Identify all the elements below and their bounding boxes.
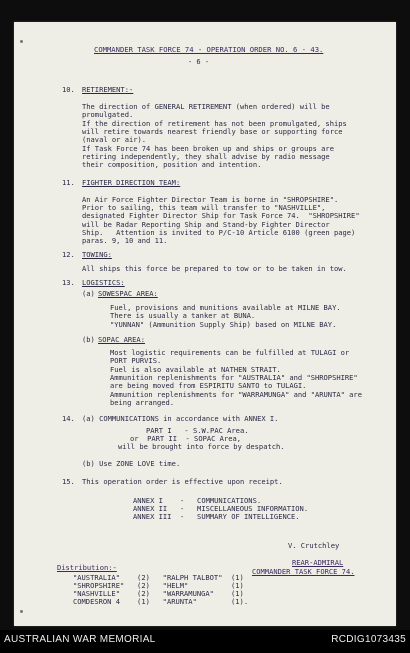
- archive-record-id: RCDIG1073435: [331, 634, 406, 645]
- subsection-13a-title: SOWESPAC AREA:: [98, 289, 158, 298]
- section-13-title: LOGISTICS:: [82, 278, 125, 287]
- annex-line: ANNEX II - MISCELLANEOUS INFORMATION.: [133, 504, 309, 513]
- subsection-13b-line: Fuel is also available at NATHEN STRAIT.: [110, 365, 281, 374]
- punch-hole-mark: [20, 610, 23, 613]
- section-14-part: PART I - S.W.PAC Area.: [146, 426, 249, 435]
- subsection-13a-line: There is usually a tanker at BUNA.: [110, 311, 256, 320]
- distribution-row: "NASHVILLE" (2) "WARRAMUNGA" (1): [73, 589, 244, 598]
- subsection-13b-line: being arranged.: [110, 398, 175, 407]
- section-11-line: Prior to sailing, this team will transfer to "NASHVILLE",: [82, 203, 326, 212]
- section-10-line: If Task Force 74 has been broken up and ships or groups are: [82, 144, 334, 153]
- section-10-line: (naval or air).: [82, 135, 147, 144]
- subsection-13b-line: PORT PURVIS.: [110, 356, 162, 365]
- subsection-13b-line: Ammunition replenishments for "WARRAMUNGA" and "ARUNTA" are: [110, 390, 362, 399]
- section-10-title: RETIREMENT:-: [82, 85, 134, 94]
- distribution-row: "AUSTRALIA" (2) "RALPH TALBOT" (1): [73, 573, 244, 582]
- section-13-number: 13.: [62, 278, 75, 287]
- section-14a-line: (a) COMMUNICATIONS in accordance with ANNEX I.: [82, 414, 279, 423]
- section-15-line: This operation order is effective upon receipt.: [82, 477, 283, 486]
- signature-rank: REAR-ADMIRAL: [292, 558, 344, 567]
- section-12-line: All ships this force be prepared to tow or to be taken in tow.: [82, 264, 347, 273]
- subsection-13b-label: (b): [82, 335, 95, 344]
- distribution-title: Distribution:-: [57, 563, 117, 572]
- annex-line: ANNEX III - SUMMARY OF INTELLIGENCE.: [133, 512, 300, 521]
- section-10-line: will retire towards nearest friendly base or supporting force: [82, 127, 343, 136]
- section-12-number: 12.: [62, 250, 75, 259]
- punch-hole-mark: [20, 40, 23, 43]
- distribution-row: COMDESRON 4 (1) "ARUNTA" (1).: [73, 597, 249, 606]
- annex-line: ANNEX I - COMMUNICATIONS.: [133, 496, 262, 505]
- section-10-line: promulgated.: [82, 110, 134, 119]
- archive-name: AUSTRALIAN WAR MEMORIAL: [4, 634, 156, 645]
- section-10-line: retiring independently, they shall advise by radio message: [82, 152, 330, 161]
- section-14-part: will be brought into force by despatch.: [118, 442, 285, 451]
- signature-title: COMMANDER TASK FORCE 74.: [252, 567, 355, 576]
- section-14-part: or PART II - SOPAC Area,: [130, 434, 242, 443]
- archive-footer: [0, 630, 410, 653]
- section-12-title: TOWING:: [82, 250, 112, 259]
- subsection-13a-line: Fuel, provisions and munitions available at MILNE BAY.: [110, 303, 341, 312]
- subsection-13b-title: SOPAC AREA:: [98, 335, 145, 344]
- distribution-row: "SHROPSHIRE" (2) "HELM" (1): [73, 581, 244, 590]
- section-11-line: Ship. Attention is invited to P/C-10 Article 6100 (green page): [82, 228, 356, 237]
- subsection-13a-line: "YUNNAN" (Ammunition Supply Ship) based on MILNE BAY.: [110, 320, 337, 329]
- signature-name: V. Crutchley: [288, 541, 340, 550]
- section-10-line: The direction of GENERAL RETIREMENT (when ordered) will be: [82, 102, 330, 111]
- section-11-line: will be Radar Reporting Ship and Stand-by Fighter Director: [82, 220, 330, 229]
- subsection-13b-line: Most logistic requirements can be fulfilled at TULAGI or: [110, 348, 350, 357]
- section-11-title: FIGHTER DIRECTION TEAM:: [82, 178, 181, 187]
- section-15-number: 15.: [62, 477, 75, 486]
- section-11-line: An Air Force Fighter Director Team is borne in "SHROPSHIRE".: [82, 195, 339, 204]
- section-10-number: 10.: [62, 85, 75, 94]
- page-number: - 6 -: [188, 58, 210, 66]
- subsection-13b-line: Ammunition replenishments for "AUSTRALIA" and "SHROPSHIRE": [110, 373, 358, 382]
- section-10-line: If the direction of retirement has not been promulgated, ships: [82, 119, 347, 128]
- section-11-line: paras. 9, 10 and 11.: [82, 236, 168, 245]
- section-11-line: designated Fighter Director Ship for Task Force 74. "SHROPSHIRE": [82, 211, 360, 220]
- subsection-13a-label: (a): [82, 289, 95, 298]
- subsection-13b-line: are being moved from ESPIRITU SANTO to TULAGI.: [110, 381, 307, 390]
- section-10-line: their composition, position and intention.: [82, 160, 262, 169]
- document-header: COMMANDER TASK FORCE 74 - OPERATION ORDER NO. 6 - 43.: [94, 45, 324, 54]
- section-14-number: 14.: [62, 414, 75, 423]
- section-11-number: 11.: [62, 178, 75, 187]
- section-14b-line: (b) Use ZONE LOVE time.: [82, 459, 181, 468]
